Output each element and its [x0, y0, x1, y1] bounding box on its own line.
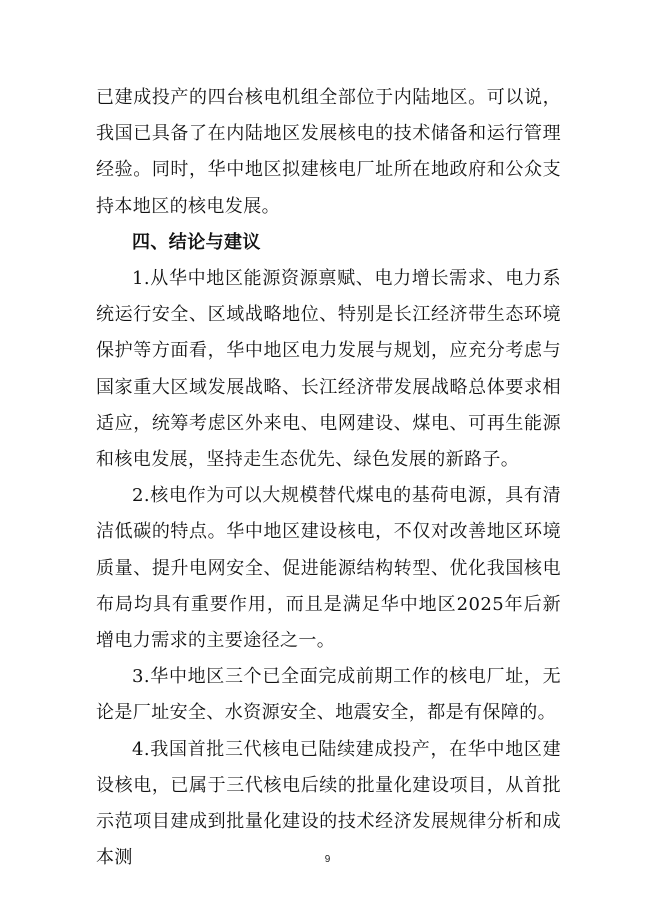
- document-body: [96, 80, 561, 876]
- section-heading: 四、结论与建议: [132, 231, 261, 253]
- body-paragraph: 已建成投产的四台核电机组全部位于内陆地区。可以说，我国已具备了在内陆地区发展核电的技术储备和运行管理经验。同时，华中地区拟建核电厂址所在地政府和公众支持本地区的核电发展。: [96, 87, 561, 217]
- conclusion-item-4: 4.我国首批三代核电已陆续建成投产，在华中地区建设核电，已属于三代核电后续的批量化建设项目，从首批示范项目建成到批量化建设的技术经济发展规律分析和成本测: [96, 738, 561, 869]
- page-number: 9: [324, 854, 331, 865]
- conclusion-item-1: 1.从华中地区能源资源禀赋、电力增长需求、电力系统运行安全、区域战略地位、特别是长江经济带生态环境保护等方面看，华中地区电力发展与规划，应充分考虑与国家重大区域发展战略、长江经济带发展战略总体要求相适应，统筹考虑区外来电、电网建设、煤电、可再生能源和核电发展，坚持走生态优先、绿色发展的新路子。: [96, 268, 561, 471]
- conclusion-item-3: 3.华中地区三个已全面完成前期工作的核电厂址，无论是厂址安全、水资源安全、地震安全，都是有保障的。: [96, 666, 561, 724]
- conclusion-item-2: 2.核电作为可以大规模替代煤电的基荷电源，具有清洁低碳的特点。华中地区建设核电，不仅对改善地区环境质量、提升电网安全、促进能源结构转型、优化我国核电布局均具有重要作用，而且是满足华中地区2025年后新增电力需求的主要途径之一。: [96, 485, 561, 652]
